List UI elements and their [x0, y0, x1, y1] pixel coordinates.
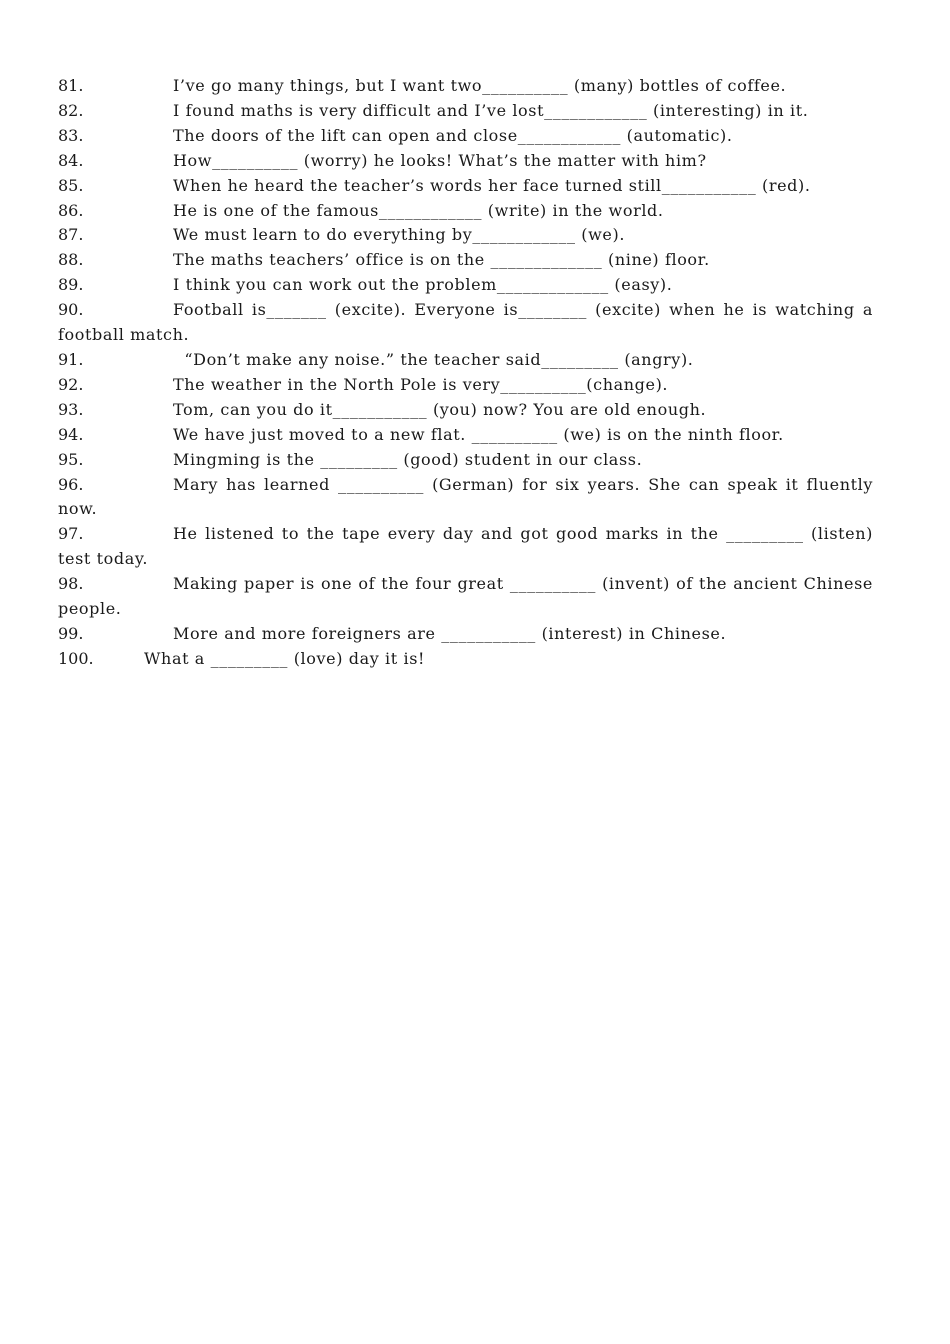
question-number: 95. [58, 449, 84, 469]
question-83 [58, 124, 873, 149]
question-text: Mingming is the _________ (good) student in our class. [173, 449, 643, 469]
question-93 [58, 398, 873, 423]
question-89 [58, 273, 873, 298]
question-number: 96. [58, 474, 84, 494]
question-81 [58, 74, 873, 99]
question-number: 89. [58, 275, 84, 295]
question-94 [58, 423, 873, 448]
question-86 [58, 199, 873, 224]
question-text: What a _________ (love) day it is! [144, 648, 426, 668]
question-number: 91. [58, 349, 84, 369]
question-number: 97. [58, 524, 84, 544]
question-number: 81. [58, 76, 84, 95]
question-text: More and more foreigners are ___________ (interest) in Chinese. [173, 623, 727, 643]
question-number: 100. [58, 648, 94, 668]
question-text: We have just moved to a new flat. __________ (we) is on the ninth floor. [173, 424, 784, 444]
question-92 [58, 373, 873, 398]
question-text: He is one of the famous____________ (write) in the world. [173, 200, 664, 220]
question-text: I’ve go many things, but I want two__________ (many) bottles of coffee. [173, 76, 787, 95]
question-number: 94. [58, 424, 84, 444]
exercise-list [58, 74, 873, 672]
question-text: How__________ (worry) he looks! What’s the matter with him? [173, 150, 707, 170]
question-number: 92. [58, 374, 84, 394]
question-number: 85. [58, 175, 84, 195]
question-number: 93. [58, 399, 84, 419]
question-number: 98. [58, 574, 84, 594]
question-number: 90. [58, 300, 84, 320]
question-85 [58, 174, 873, 199]
question-text: The weather in the North Pole is very__________(change). [173, 374, 669, 394]
question-text: Making paper is one of the four great __________ (invent) of the ancient Chinese people. [58, 574, 873, 619]
question-number: 82. [58, 100, 84, 120]
question-text: The doors of the lift can open and close____________ (automatic). [173, 125, 733, 145]
question-98 [58, 572, 873, 622]
question-82 [58, 99, 873, 124]
question-91 [58, 348, 873, 373]
question-number: 88. [58, 250, 84, 270]
question-text: When he heard the teacher’s words her face turned still___________ (red). [173, 175, 811, 195]
question-text: We must learn to do everything by____________ (we). [173, 225, 626, 245]
question-90 [58, 298, 873, 348]
question-number: 86. [58, 200, 84, 220]
question-text: I think you can work out the problem_____________ (easy). [173, 275, 673, 295]
question-95 [58, 448, 873, 473]
question-text: Tom, can you do it___________ (you) now? You are old enough. [173, 399, 707, 419]
question-99 [58, 622, 873, 647]
question-96 [58, 473, 873, 523]
question-100 [58, 647, 873, 672]
question-text: Mary has learned __________ (German) for six years. She can speak it fluently now. [58, 474, 873, 519]
question-number: 84. [58, 150, 84, 170]
question-text: “Don’t make any noise.” the teacher said_________ (angry). [173, 349, 694, 369]
question-text: I found maths is very difficult and I’ve lost____________ (interesting) in it. [173, 100, 809, 120]
question-number: 83. [58, 125, 84, 145]
question-87 [58, 223, 873, 248]
question-84 [58, 149, 873, 174]
question-number: 87. [58, 225, 84, 245]
question-text: He listened to the tape every day and got good marks in the _________ (listen) test today. [58, 524, 873, 569]
question-text: The maths teachers’ office is on the _____________ (nine) floor. [173, 250, 710, 270]
question-text: Football is_______ (excite). Everyone is________ (excite) when he is watching a football match. [58, 300, 873, 345]
question-88 [58, 248, 873, 273]
question-number: 99. [58, 623, 84, 643]
question-97 [58, 522, 873, 572]
